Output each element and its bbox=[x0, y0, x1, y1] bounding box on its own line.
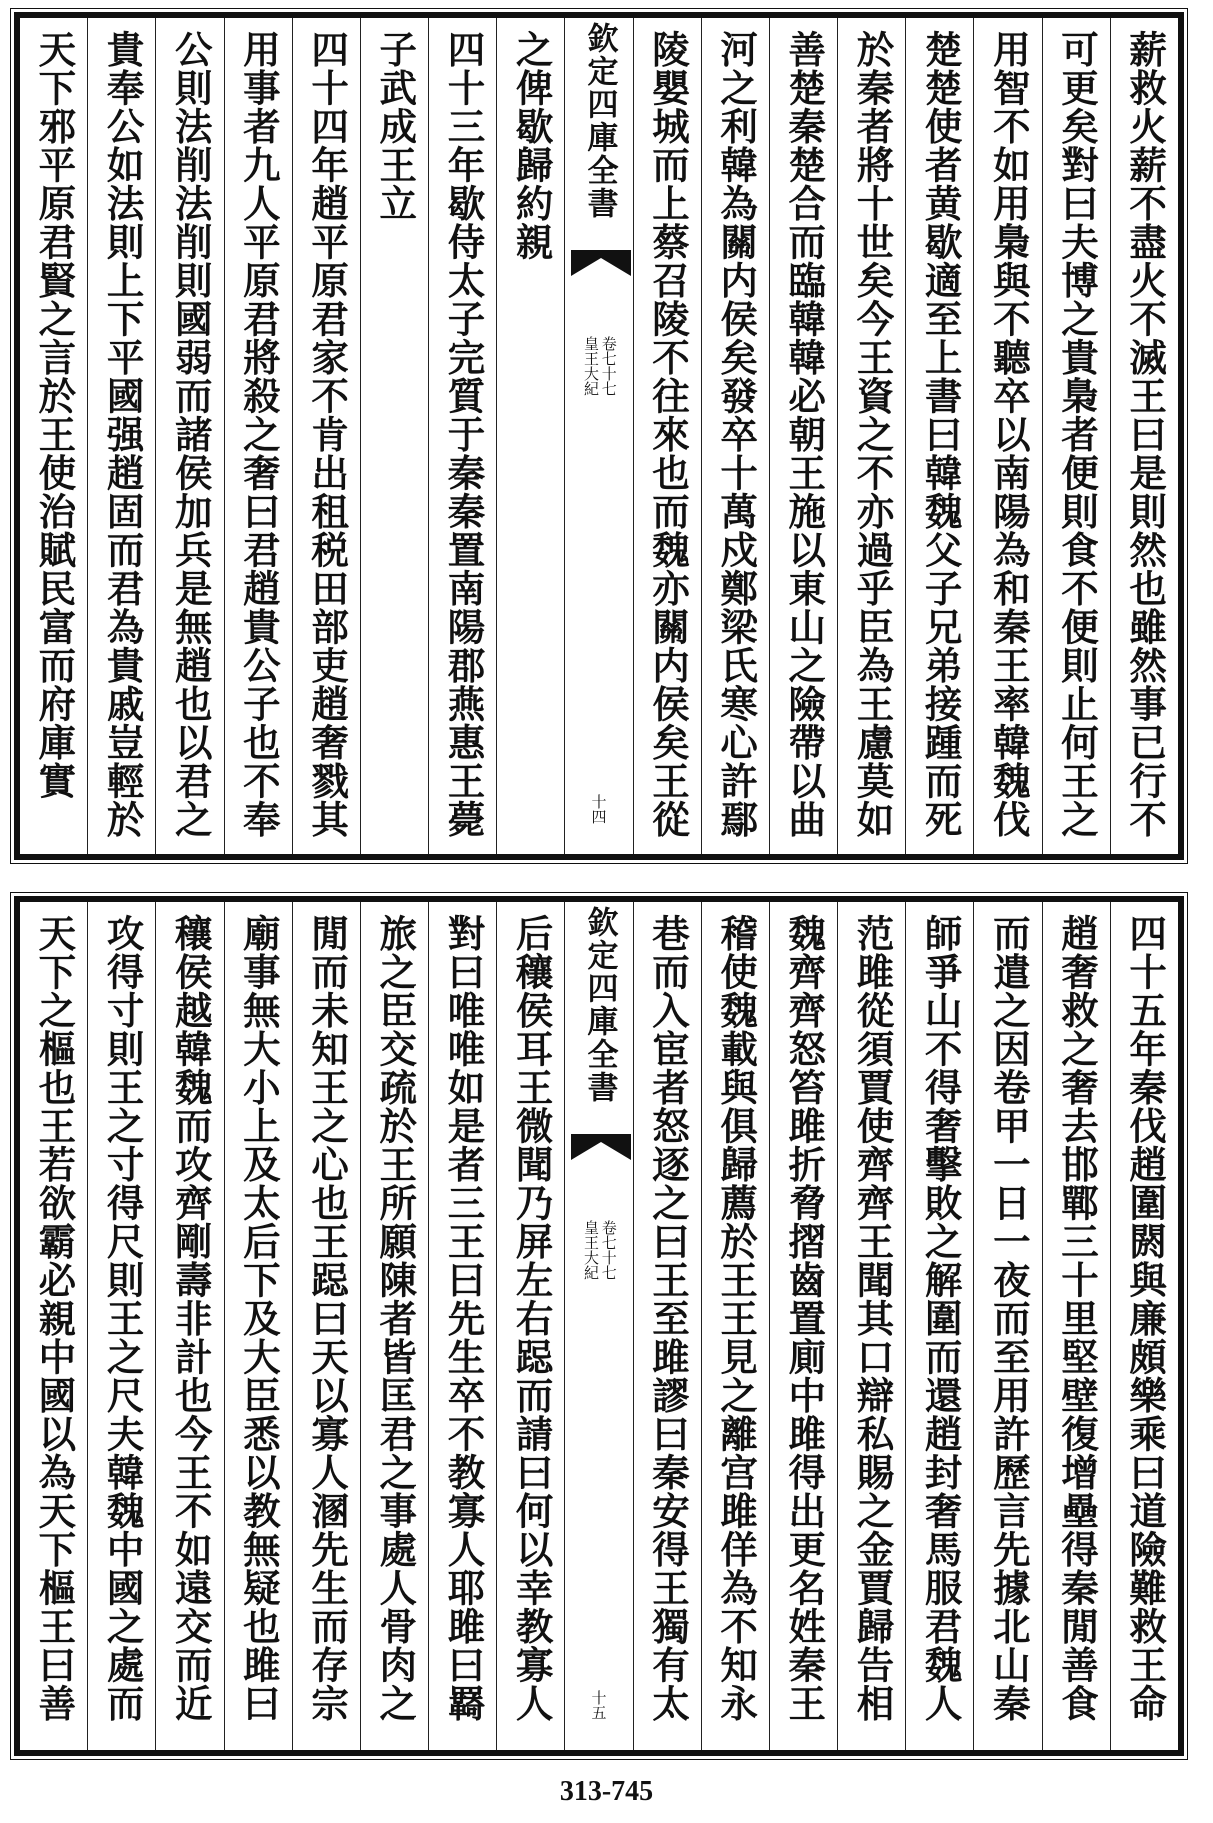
text-column bbox=[360, 902, 428, 1750]
text-column bbox=[87, 902, 155, 1750]
text-column bbox=[428, 902, 496, 1750]
column-text: 師爭山不得奢擊敗之解圍而還趙封奢馬服君魏人 bbox=[918, 914, 963, 1723]
column-text: 范雎從須賈使齊齊王聞其口辯私賜之金賈歸告相 bbox=[850, 914, 895, 1723]
text-column bbox=[973, 18, 1041, 854]
text-column bbox=[973, 902, 1041, 1750]
page-number: 313-745 bbox=[559, 1776, 654, 1807]
column-text: 趙奢救之奢去邯鄲三十里堅壁復增壘得秦閒善食 bbox=[1054, 914, 1099, 1723]
text-column bbox=[1042, 902, 1110, 1750]
bottom-page-panel bbox=[14, 896, 1184, 1756]
column-text: 用事者九人平原君將殺之奢曰君趙貴公子也不奉 bbox=[236, 30, 281, 839]
text-column bbox=[769, 18, 837, 854]
text-column bbox=[1110, 902, 1178, 1750]
text-column bbox=[837, 902, 905, 1750]
column-text: 陵嬰城而上蔡召陵不往來也而魏亦關内侯矣王從 bbox=[645, 30, 690, 839]
work-title: 皇王大紀 bbox=[582, 336, 601, 396]
column-text: 用智不如用梟與不聽卒以南陽為和秦王率韓魏伐 bbox=[986, 30, 1031, 839]
fishtail-mark-icon bbox=[571, 250, 631, 276]
center-margin-strip bbox=[564, 902, 632, 1750]
column-text: 公則法削法削則國弱而諸侯加兵是無趙也以君之 bbox=[168, 30, 213, 839]
column-text: 子武成王立 bbox=[373, 30, 418, 223]
column-text: 之俾歇歸約親 bbox=[509, 30, 554, 261]
text-column bbox=[292, 18, 360, 854]
text-column bbox=[20, 18, 87, 854]
leaf-number: 十五 bbox=[589, 1690, 608, 1720]
column-text: 巷而入宦者怒逐之曰王至雎謬曰秦安得王獨有太 bbox=[645, 914, 690, 1723]
column-text: 四十五年秦伐趙圍閼與廉頗樂乘曰道險難救王命 bbox=[1123, 914, 1168, 1723]
column-text: 而遣之因卷甲一日一夜而至用許歷言先據北山秦 bbox=[986, 914, 1031, 1723]
text-column bbox=[769, 902, 837, 1750]
text-column bbox=[224, 902, 292, 1750]
column-text: 四十三年歇侍太子完質于秦秦置南陽郡燕惠王薨 bbox=[441, 30, 486, 839]
column-text: 廟事無大小上及太后下及大臣悉以教無疑也雎曰 bbox=[236, 914, 281, 1723]
volume-label: 卷七十七 bbox=[599, 1220, 618, 1280]
text-column bbox=[155, 902, 223, 1750]
leaf-number: 十四 bbox=[589, 794, 608, 824]
column-text: 可更矣對曰夫博之貴梟者便則食不便則止何王之 bbox=[1054, 30, 1099, 839]
text-column bbox=[701, 18, 769, 854]
text-column bbox=[224, 18, 292, 854]
text-column bbox=[1042, 18, 1110, 854]
column-text: 閒而未知王之心也王跽曰天以寡人溷先生而存宗 bbox=[305, 914, 350, 1723]
text-column bbox=[633, 18, 701, 854]
column-text: 河之利韓為關内侯矣發卒十萬戍鄭梁氏寒心許鄢 bbox=[714, 30, 759, 839]
text-column bbox=[837, 18, 905, 854]
text-column bbox=[87, 18, 155, 854]
text-column bbox=[155, 18, 223, 854]
column-text: 楚楚使者黄歇適至上書曰韓魏父子兄弟接踵而死 bbox=[918, 30, 963, 839]
text-column bbox=[428, 18, 496, 854]
column-text: 旅之臣交疏於王所願陳者皆匡君之事處人骨肉之 bbox=[373, 914, 418, 1723]
text-column bbox=[701, 902, 769, 1750]
column-text: 貴奉公如法則上下平國强趙固而君為貴戚豈輕於 bbox=[100, 30, 145, 839]
column-text: 於秦者將十世矣今王資之不亦過乎臣為王慮莫如 bbox=[850, 30, 895, 839]
column-text: 攻得寸則王之寸得尺則王之尺夫韓魏中國之處而 bbox=[100, 914, 145, 1723]
text-column bbox=[360, 18, 428, 854]
text-column bbox=[20, 902, 87, 1750]
column-text: 后穰侯耳王微聞乃屏左右跽而請曰何以幸教寡人 bbox=[509, 914, 554, 1723]
text-column bbox=[633, 902, 701, 1750]
column-text: 薪救火薪不盡火不滅王曰是則然也雖然事已行不 bbox=[1123, 30, 1168, 839]
text-column bbox=[496, 18, 564, 854]
column-text: 對曰唯唯如是者三王曰先生卒不教寡人耶雎曰羇 bbox=[441, 914, 486, 1723]
text-column bbox=[496, 902, 564, 1750]
column-text: 善楚秦楚合而臨韓韓必朝王施以東山之險帶以曲 bbox=[782, 30, 827, 839]
fishtail-mark-icon bbox=[571, 1134, 631, 1160]
text-column bbox=[905, 18, 973, 854]
text-column bbox=[1110, 18, 1178, 854]
column-text: 四十四年趙平原君家不肯出租税田部吏趙奢戮其 bbox=[305, 30, 350, 839]
book-title: 欽定四庫全書 bbox=[581, 906, 618, 1104]
volume-label: 卷七十七 bbox=[599, 336, 618, 396]
center-margin-strip bbox=[564, 18, 632, 854]
column-text: 魏齊齊怒笞雎折脅摺齒置廁中雎得出更名姓秦王 bbox=[782, 914, 827, 1723]
book-title: 欽定四庫全書 bbox=[581, 22, 618, 220]
text-column bbox=[292, 902, 360, 1750]
text-column bbox=[905, 902, 973, 1750]
column-text: 天下邪平原君賢之言於王使治賦民富而府庫實 bbox=[32, 30, 77, 800]
column-text: 穰侯越韓魏而攻齊剛壽非計也今王不如遠交而近 bbox=[168, 914, 213, 1723]
top-page-panel bbox=[14, 12, 1184, 860]
work-title: 皇王大紀 bbox=[582, 1220, 601, 1280]
column-text: 稽使魏載與俱歸薦於王王見之離宫雎佯為不知永 bbox=[714, 914, 759, 1723]
column-text: 天下之樞也王若欲霸必親中國以為天下樞王曰善 bbox=[32, 914, 77, 1723]
